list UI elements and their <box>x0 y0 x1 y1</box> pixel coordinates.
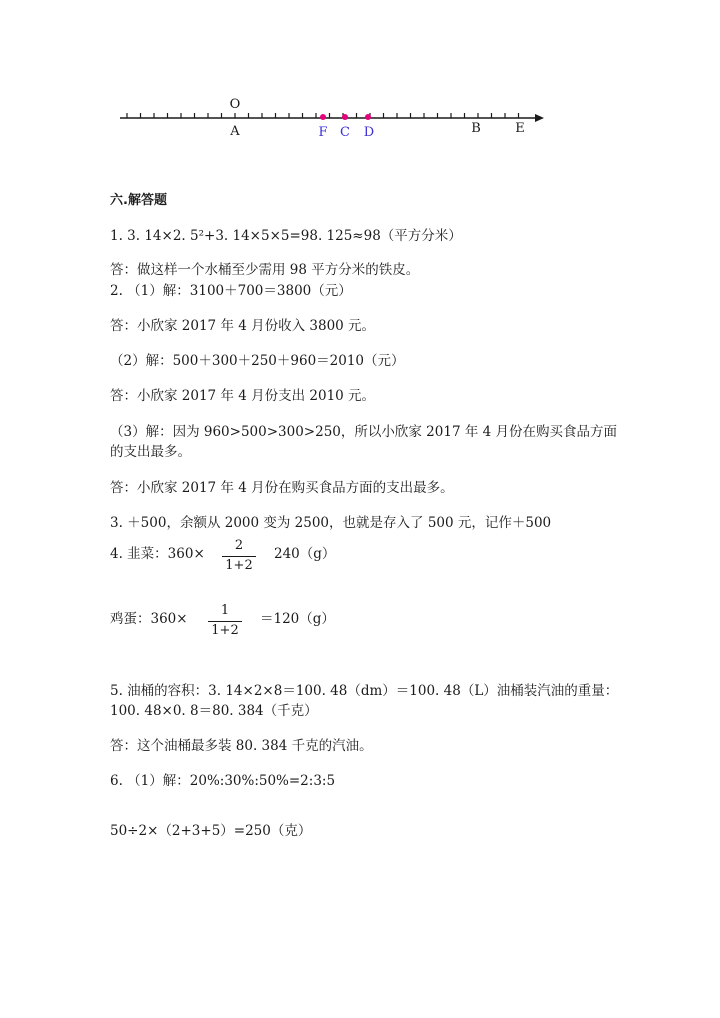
answer-1-result: 答：做这样一个水桶至少需用 98 平方分米的铁皮。 <box>110 262 420 278</box>
point-d <box>365 114 371 120</box>
point-c <box>342 114 348 120</box>
answer-2-1-calc: 2. （1）解：3100＋700＝3800（元） <box>110 283 352 299</box>
label-e: E <box>515 121 525 136</box>
answer-4-egg-prefix: 鸡蛋：360× <box>110 611 188 627</box>
answer-2-1-result: 答：小欣家 2017 年 4 月份收入 3800 元。 <box>110 318 376 334</box>
label-o: O <box>229 97 241 112</box>
answer-5-calc: 5. 油桶的容积：3. 14×2×8＝100. 48（dm）＝100. 48（L）油桶装汽油的重量： <box>110 683 619 699</box>
section-title: 六.解答题 <box>110 193 167 208</box>
answer-4-egg-suffix: ＝120（g） <box>260 611 335 627</box>
answer-5-result: 答：这个油桶最多装 80. 384 千克的汽油。 <box>110 738 373 754</box>
label-f: F <box>318 125 328 140</box>
fraction-leek-denominator: 1+2 <box>225 558 253 573</box>
fraction-leek <box>222 538 256 574</box>
number-line <box>0 90 720 150</box>
answer-2-2-calc: （2）解：500＋300＋250＋960＝2010（元） <box>110 353 405 369</box>
point-f <box>320 114 326 120</box>
fraction-egg-numerator: 1 <box>220 603 230 618</box>
answer-4-leek-prefix: 4. 韭菜：360× <box>110 546 205 562</box>
fraction-leek-numerator: 2 <box>234 538 244 553</box>
label-a: A <box>230 124 240 139</box>
answer-6-1-ratio: 6. （1）解：20%:30%:50%=2:3:5 <box>110 773 336 789</box>
fraction-egg-denominator: 1+2 <box>211 623 239 638</box>
answer-2-2-result: 答：小欣家 2017 年 4 月份支出 2010 元。 <box>110 388 376 404</box>
answer-4-leek-suffix: 240（g） <box>274 546 336 562</box>
answer-2-3-calc: （3）解：因为 960>500>300>250，所以小欣家 2017 年 4 月份在购买食品方面 <box>110 424 617 440</box>
label-d: D <box>363 125 375 140</box>
answer-5-calc-cont: 100. 48×0. 8＝80. 384（千克） <box>110 703 318 719</box>
answer-2-3-calc-cont: 的支出最多。 <box>110 444 191 460</box>
answer-6-1-calc: 50÷2×（2+3+5）=250（克） <box>110 823 312 839</box>
label-c: C <box>340 125 350 140</box>
label-b: B <box>471 121 481 136</box>
answer-2-3-result: 答：小欣家 2017 年 4 月份在购买食品方面的支出最多。 <box>110 480 454 496</box>
answer-1-calc: 1. 3. 14×2. 5²+3. 14×5×5=98. 125≈98（平方分米） <box>110 228 462 244</box>
fraction-egg <box>208 603 242 639</box>
answer-3: 3. ＋500，余额从 2000 变为 2500，也就是存入了 500 元，记作＋500 <box>110 515 552 531</box>
